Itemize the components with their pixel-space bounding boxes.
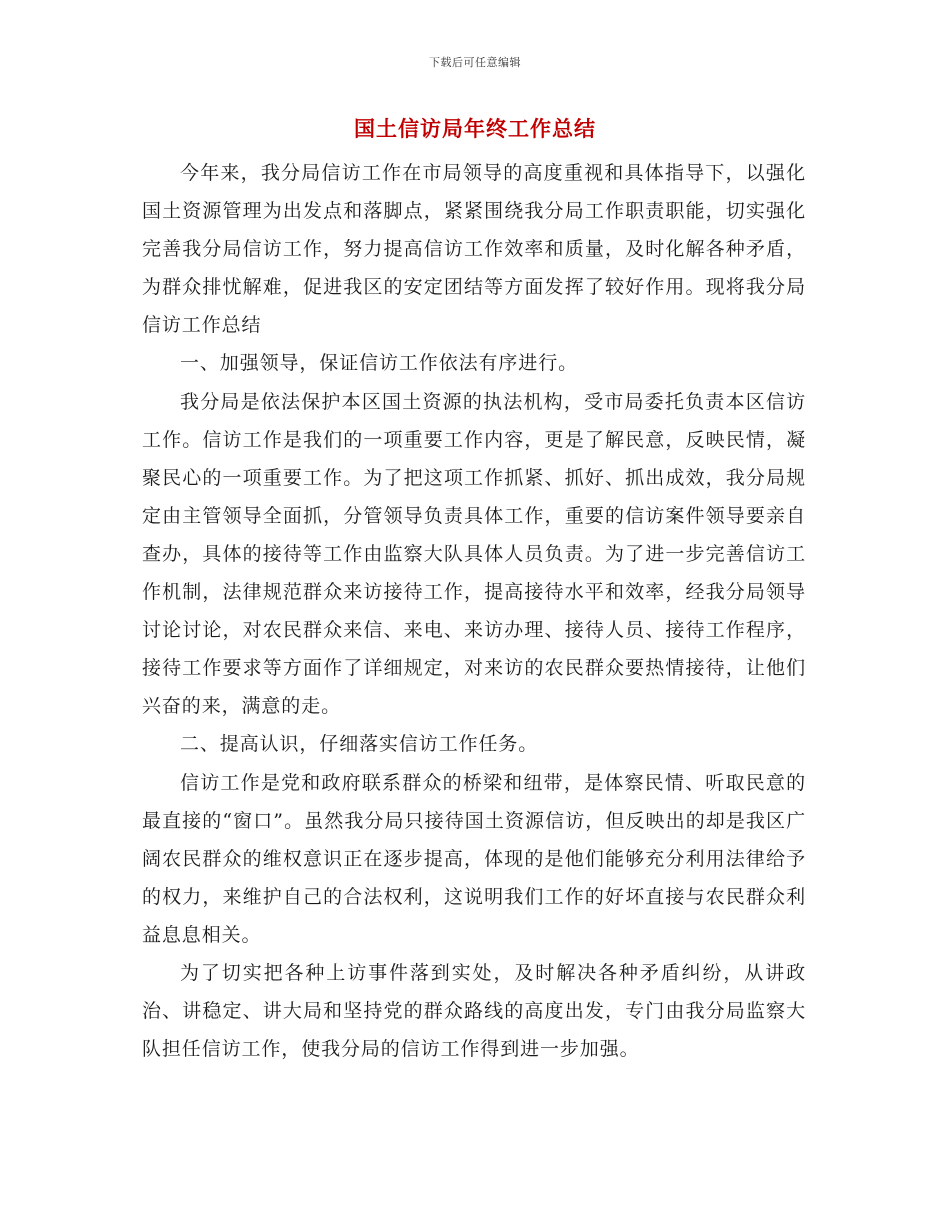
body-paragraph: 今年来，我分局信访工作在市局领导的高度重视和具体指导下，以强化国土资源管理为出发点和落脚点，紧紧围绕我分局工作职责职能，切实强化完善我分局信访工作，努力提高信访工作效率和质量，及时化解各种矛盾，为群众排忧解难，促进我区的安定团结等方面发挥了较好作用。现将我分局信访工作总结 bbox=[142, 162, 806, 337]
document-body bbox=[142, 154, 806, 1068]
body-paragraph: 为了切实把各种上访事件落到实处，及时解决各种矛盾纠纷，从讲政治、讲稳定、讲大局和坚持党的群众路线的高度出发，专门由我分局监察大队担任信访工作，使我分局的信访工作得到进一步加强。 bbox=[142, 961, 806, 1061]
body-paragraph: 我分局是依法保护本区国土资源的执法机构，受市局委托负责本区信访工作。信访工作是我们的一项重要工作内容，更是了解民意，反映民情，凝聚民心的一项重要工作。为了把这项工作抓紧、抓好、抓出成效，我分局规定由主管领导全面抓，分管领导负责具体工作，重要的信访案件领导要亲自查办，具体的接待等工作由监察大队具体人员负责。为了进一步完善信访工作机制，法律规范群众来访接待工作，提高接待水平和效率，经我分局领导讨论讨论，对农民群众来信、来电、来访办理、接待人员、接待工作程序，接待工作要求等方面作了详细规定，对来访的农民群众要热情接待，让他们兴奋的来，满意的走。 bbox=[142, 390, 806, 718]
section-heading: 一、加强领导，保证信访工作依法有序进行。 bbox=[180, 352, 579, 375]
body-paragraph: 信访工作是党和政府联系群众的桥梁和纽带，是体察民情、听取民意的最直接的“窗口”。虽然我分局只接待国土资源信访，但反映出的却是我区广阔农民群众的维权意识正在逐步提高，体现的是他们能够充分利用法律给予的权力，来维护自己的合法权利，这说明我们工作的好坏直接与农民群众利益息息相关。 bbox=[142, 771, 806, 946]
section-heading: 二、提高认识，仔细落实信访工作任务。 bbox=[180, 733, 539, 756]
page-header-note: 下载后可任意编辑 bbox=[429, 56, 521, 69]
document-title: 国土信访局年终工作总结 bbox=[354, 116, 596, 141]
